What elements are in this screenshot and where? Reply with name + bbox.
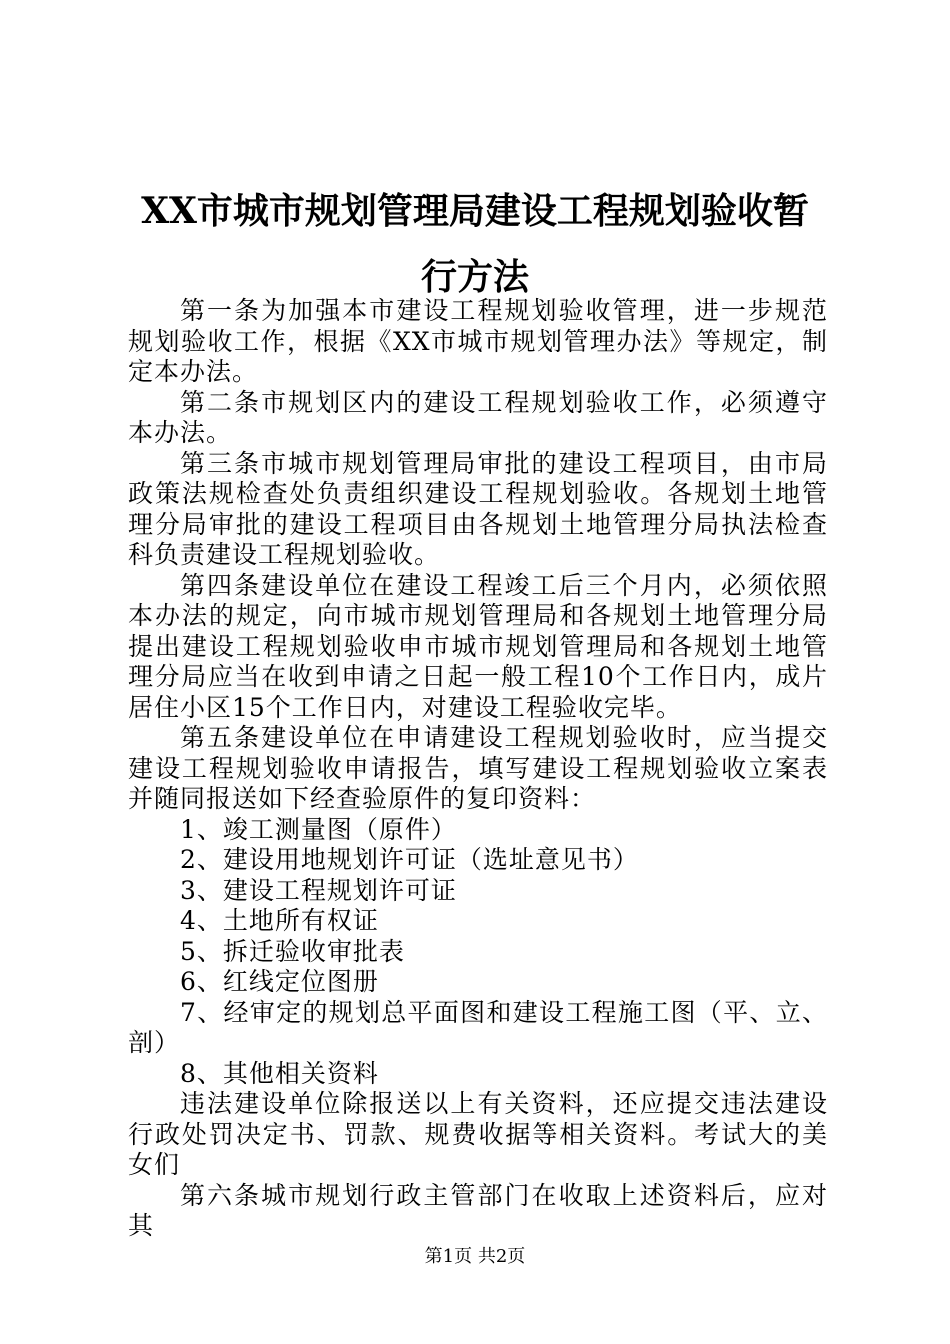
article-2: 第二条市规划区内的建设工程规划验收工作，必须遵守本办法。 (128, 387, 828, 447)
article-1: 第一条为加强本市建设工程规划验收管理，进一步规范规划验收工作，根据《XX市城市规划管理办法》等规定，制定本办法。 (128, 296, 828, 386)
violation-paragraph: 违法建设单位除报送以上有关资料，还应提交违法建设行政处罚决定书、罚款、规费收据等相关资料。考试大的美女们 (128, 1089, 828, 1179)
document-body (128, 296, 828, 1242)
list-item: 7、经审定的规划总平面图和建设工程施工图（平、立、剖） (128, 997, 828, 1057)
list-item: 5、拆迁验收审批表 (180, 936, 405, 966)
page-number: 第1页 共2页 (424, 1246, 526, 1267)
list-item: 6、红线定位图册 (180, 967, 379, 996)
list-item: 3、建设工程规划许可证 (180, 875, 457, 905)
article-3: 第三条市城市规划管理局审批的建设工程项目，由市局政策法规检查处负责组织建设工程规划验收。各规划土地管理分局审批的建设工程项目由各规划土地管理分局执法检查科负责建设工程规划验收。 (128, 448, 828, 569)
list-item: 2、建设用地规划许可证（选址意见书） (180, 845, 639, 874)
list-item: 4、土地所有权证 (180, 906, 379, 935)
list-item: 8、其他相关资料 (180, 1058, 379, 1088)
article-5: 第五条建设单位在申请建设工程规划验收时，应当提交建设工程规划验收申请报告，填写建设工程规划验收立案表并随同报送如下经查验原件的复印资料： (128, 723, 828, 813)
list-item: 1、竣工测量图（原件） (180, 814, 457, 844)
article-4: 第四条建设单位在建设工程竣工后三个月内，必须依照本办法的规定，向市城市规划管理局和各规划土地管理分局提出建设工程规划验收申市城市规划管理局和各规划土地管理分局应当在收到申请之日起一般工程10个工作日内，成片居住小区15个工作日内，对建设工程验收完毕。 (128, 570, 828, 722)
document-title: XX市城市规划管理局建设工程规划验收暂行方法 (141, 190, 809, 298)
article-6: 第六条城市规划行政主管部门在收取上述资料后，应对其 (128, 1180, 828, 1240)
